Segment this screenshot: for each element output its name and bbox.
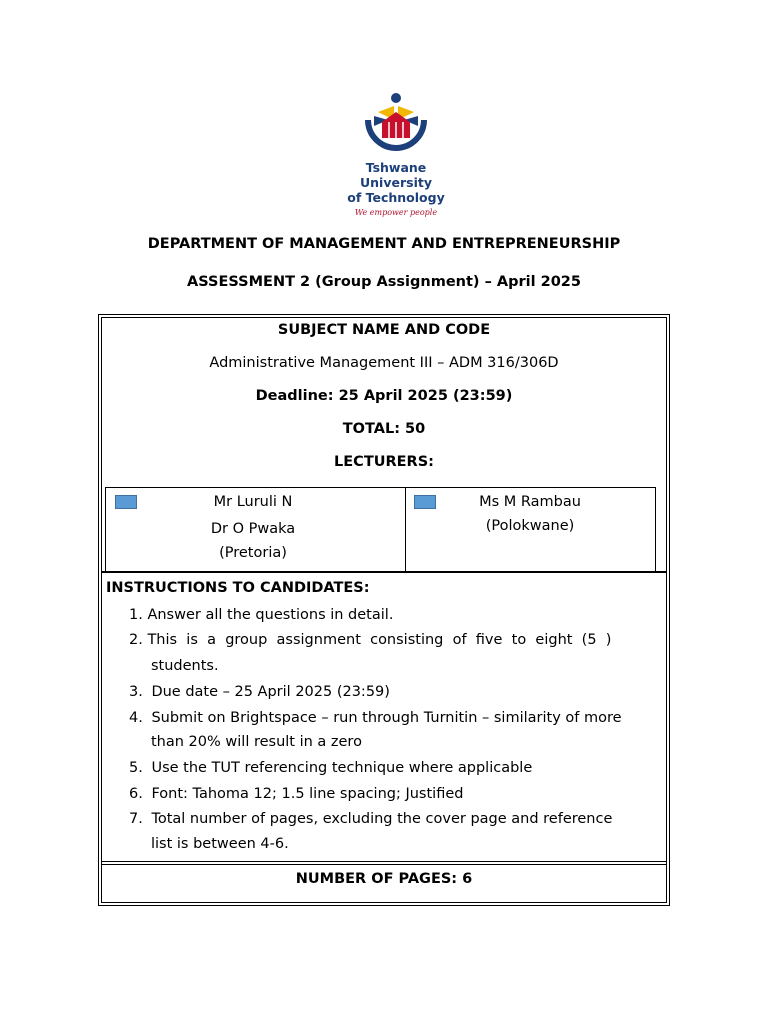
assessment-title: ASSESSMENT 2 (Group Assignment) – April 2025 <box>187 274 581 290</box>
instruction-item-2 <box>129 632 661 648</box>
subject-name: Administrative Management III – ADM 316/306D <box>209 355 559 371</box>
lecturer-luruli: Mr Luruli N <box>213 494 293 510</box>
instruction-item-3 <box>129 684 390 700</box>
instruction-number: 7. <box>129 811 143 827</box>
lecturers-table-bottom-rule <box>101 571 667 573</box>
lecturer-pwaka: Dr O Pwaka <box>210 521 296 537</box>
subject-heading: SUBJECT NAME AND CODE <box>277 322 491 338</box>
instruction-item-6 <box>129 786 463 802</box>
instruction-text: Font: Tahoma 12; 1.5 line spacing; Justified <box>151 786 464 802</box>
university-name-line2: of Technology <box>347 190 445 205</box>
instruction-item-4-cont: than 20% will result in a zero <box>151 734 362 750</box>
number-of-pages: NUMBER OF PAGES: 6 <box>295 871 473 887</box>
instruction-text: Due date – 25 April 2025 (23:59) <box>151 684 390 700</box>
instruction-number: 4. <box>129 710 143 726</box>
university-logo <box>330 90 462 220</box>
instruction-item-5 <box>129 760 532 776</box>
lecturer-rambau: Ms M Rambau <box>479 494 581 510</box>
instruction-number: 3. <box>129 684 143 700</box>
total-marks: TOTAL: 50 <box>342 421 426 437</box>
instruction-text: This is a group assignment consisting of five to eight (5 ) <box>147 632 612 648</box>
pages-separator <box>101 861 667 862</box>
pretoria-checkbox[interactable] <box>115 495 137 509</box>
instruction-text: Total number of pages, excluding the cover page and reference <box>151 811 613 827</box>
instruction-text: Answer all the questions in detail. <box>147 607 394 623</box>
lecturers-heading: LECTURERS: <box>334 454 434 470</box>
lecturers-table-divider <box>405 487 406 572</box>
instruction-item-4 <box>129 710 622 726</box>
tut-emblem-icon <box>358 90 434 160</box>
instruction-text: Submit on Brightspace – run through Turnitin – similarity of more <box>151 710 622 726</box>
campus-polokwane: (Polokwane) <box>485 518 575 534</box>
instruction-item-1 <box>129 607 393 623</box>
instruction-number: 2. <box>129 632 143 648</box>
deadline: Deadline: 25 April 2025 (23:59) <box>255 388 513 404</box>
instruction-number: 6. <box>129 786 143 802</box>
university-name-line1: Tshwane University <box>360 160 432 190</box>
department-title: DEPARTMENT OF MANAGEMENT AND ENTREPRENEURSHIP <box>147 236 621 252</box>
university-tagline: We empower people <box>354 208 438 217</box>
instruction-item-7-cont: list is between 4-6. <box>151 836 289 852</box>
pages-separator <box>101 864 667 865</box>
instruction-item-7 <box>129 811 612 827</box>
instructions-heading: INSTRUCTIONS TO CANDIDATES: <box>106 580 370 596</box>
campus-pretoria: (Pretoria) <box>219 545 287 561</box>
instruction-number: 1. <box>129 607 143 623</box>
instruction-text: Use the TUT referencing technique where applicable <box>151 760 533 776</box>
instruction-item-2-cont: students. <box>151 658 219 674</box>
instruction-number: 5. <box>129 760 143 776</box>
